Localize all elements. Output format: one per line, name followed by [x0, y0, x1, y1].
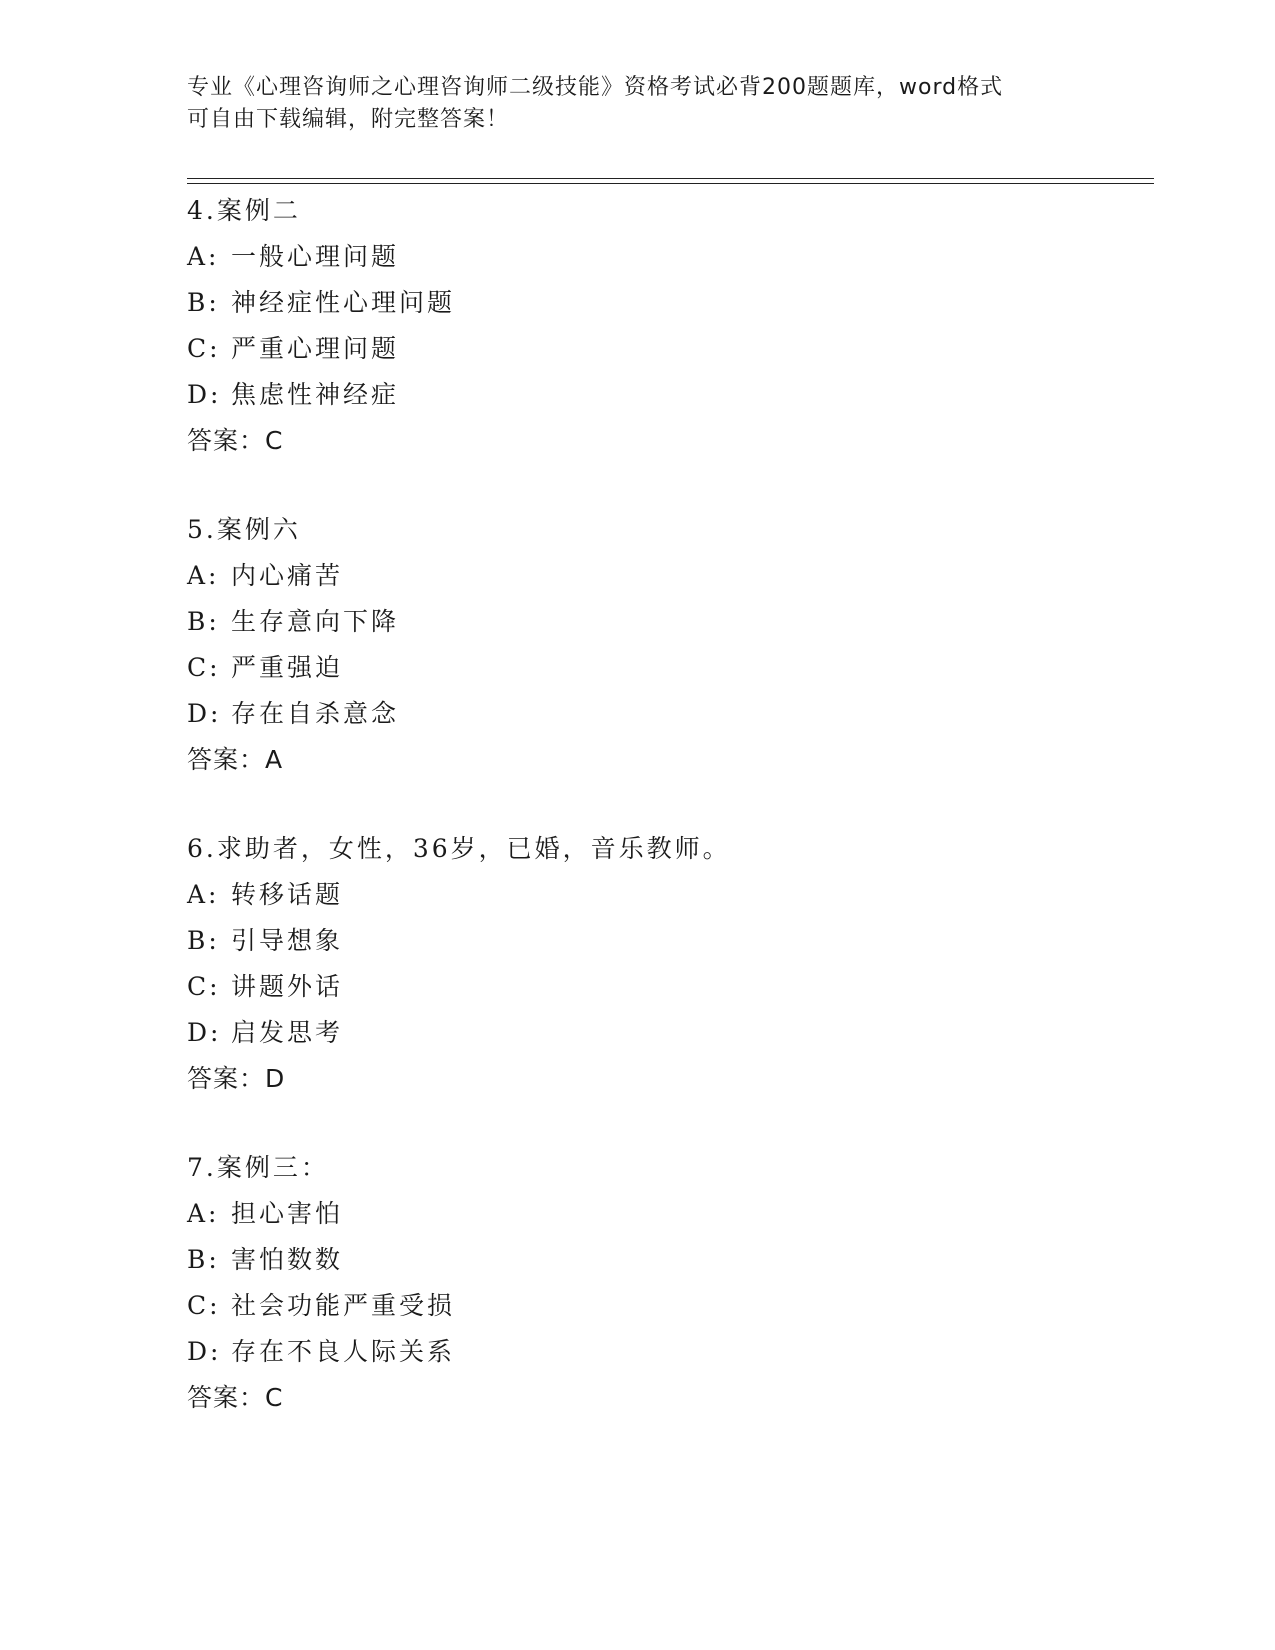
- option-b: [187, 1237, 1147, 1283]
- option-text: 严重心理问题: [231, 334, 400, 363]
- header-title-line-2: 可自由下载编辑，附完整答案！: [187, 107, 510, 132]
- header-title-line-1: 专业《心理咨询师之心理咨询师二级技能》资格考试必背200题题库，word格式: [187, 75, 1004, 100]
- option-b: [187, 918, 1147, 964]
- option-text: 存在不良人际关系: [231, 1337, 456, 1366]
- option-a: [187, 1191, 1147, 1237]
- option-key: A:: [187, 561, 220, 590]
- option-text: 引导想象: [231, 926, 344, 955]
- document-header: [187, 72, 1087, 136]
- question-block: [187, 507, 1147, 783]
- question-stem: 5.案例六: [187, 515, 301, 544]
- option-text: 讲题外话: [231, 972, 344, 1001]
- option-text: 转移话题: [231, 880, 344, 909]
- option-text: 焦虑性神经症: [231, 380, 400, 409]
- question-block: [187, 188, 1147, 464]
- option-d: [187, 1010, 1147, 1056]
- option-key: B:: [187, 288, 220, 317]
- question-block: [187, 826, 1147, 1102]
- question-block: [187, 1145, 1147, 1421]
- option-key: D:: [187, 699, 222, 728]
- option-key: A:: [187, 1199, 220, 1228]
- option-key: A:: [187, 242, 220, 271]
- option-key: C:: [187, 972, 221, 1001]
- question-stem: 6.求助者，女性，36岁，已婚，音乐教师。: [187, 834, 731, 863]
- option-text: 社会功能严重受损: [231, 1291, 456, 1320]
- option-a: [187, 234, 1147, 280]
- header-divider-top: [187, 178, 1154, 179]
- option-b: [187, 280, 1147, 326]
- answer-label: 答案：A: [187, 745, 284, 774]
- option-text: 一般心理问题: [231, 242, 400, 271]
- option-a: [187, 872, 1147, 918]
- option-text: 存在自杀意念: [231, 699, 400, 728]
- option-d: [187, 372, 1147, 418]
- option-text: 严重强迫: [231, 653, 344, 682]
- option-key: B:: [187, 1245, 220, 1274]
- option-c: [187, 645, 1147, 691]
- option-key: C:: [187, 653, 221, 682]
- option-key: C:: [187, 1291, 221, 1320]
- option-key: C:: [187, 334, 221, 363]
- answer-label: 答案：D: [187, 1064, 286, 1093]
- option-c: [187, 326, 1147, 372]
- option-text: 害怕数数: [231, 1245, 344, 1274]
- option-key: B:: [187, 607, 220, 636]
- option-c: [187, 964, 1147, 1010]
- option-text: 生存意向下降: [231, 607, 400, 636]
- option-key: D:: [187, 380, 222, 409]
- answer-label: 答案：C: [187, 1383, 284, 1412]
- option-d: [187, 691, 1147, 737]
- question-stem: 7.案例三：: [187, 1153, 329, 1182]
- option-c: [187, 1283, 1147, 1329]
- question-stem: 4.案例二: [187, 196, 301, 225]
- option-d: [187, 1329, 1147, 1375]
- option-key: D:: [187, 1018, 222, 1047]
- option-key: B:: [187, 926, 220, 955]
- option-text: 神经症性心理问题: [231, 288, 456, 317]
- option-text: 担心害怕: [231, 1199, 344, 1228]
- option-b: [187, 599, 1147, 645]
- header-divider-bottom: [187, 183, 1154, 184]
- option-text: 内心痛苦: [231, 561, 344, 590]
- option-text: 启发思考: [231, 1018, 344, 1047]
- answer-label: 答案：C: [187, 426, 284, 455]
- option-key: A:: [187, 880, 220, 909]
- option-a: [187, 553, 1147, 599]
- option-key: D:: [187, 1337, 222, 1366]
